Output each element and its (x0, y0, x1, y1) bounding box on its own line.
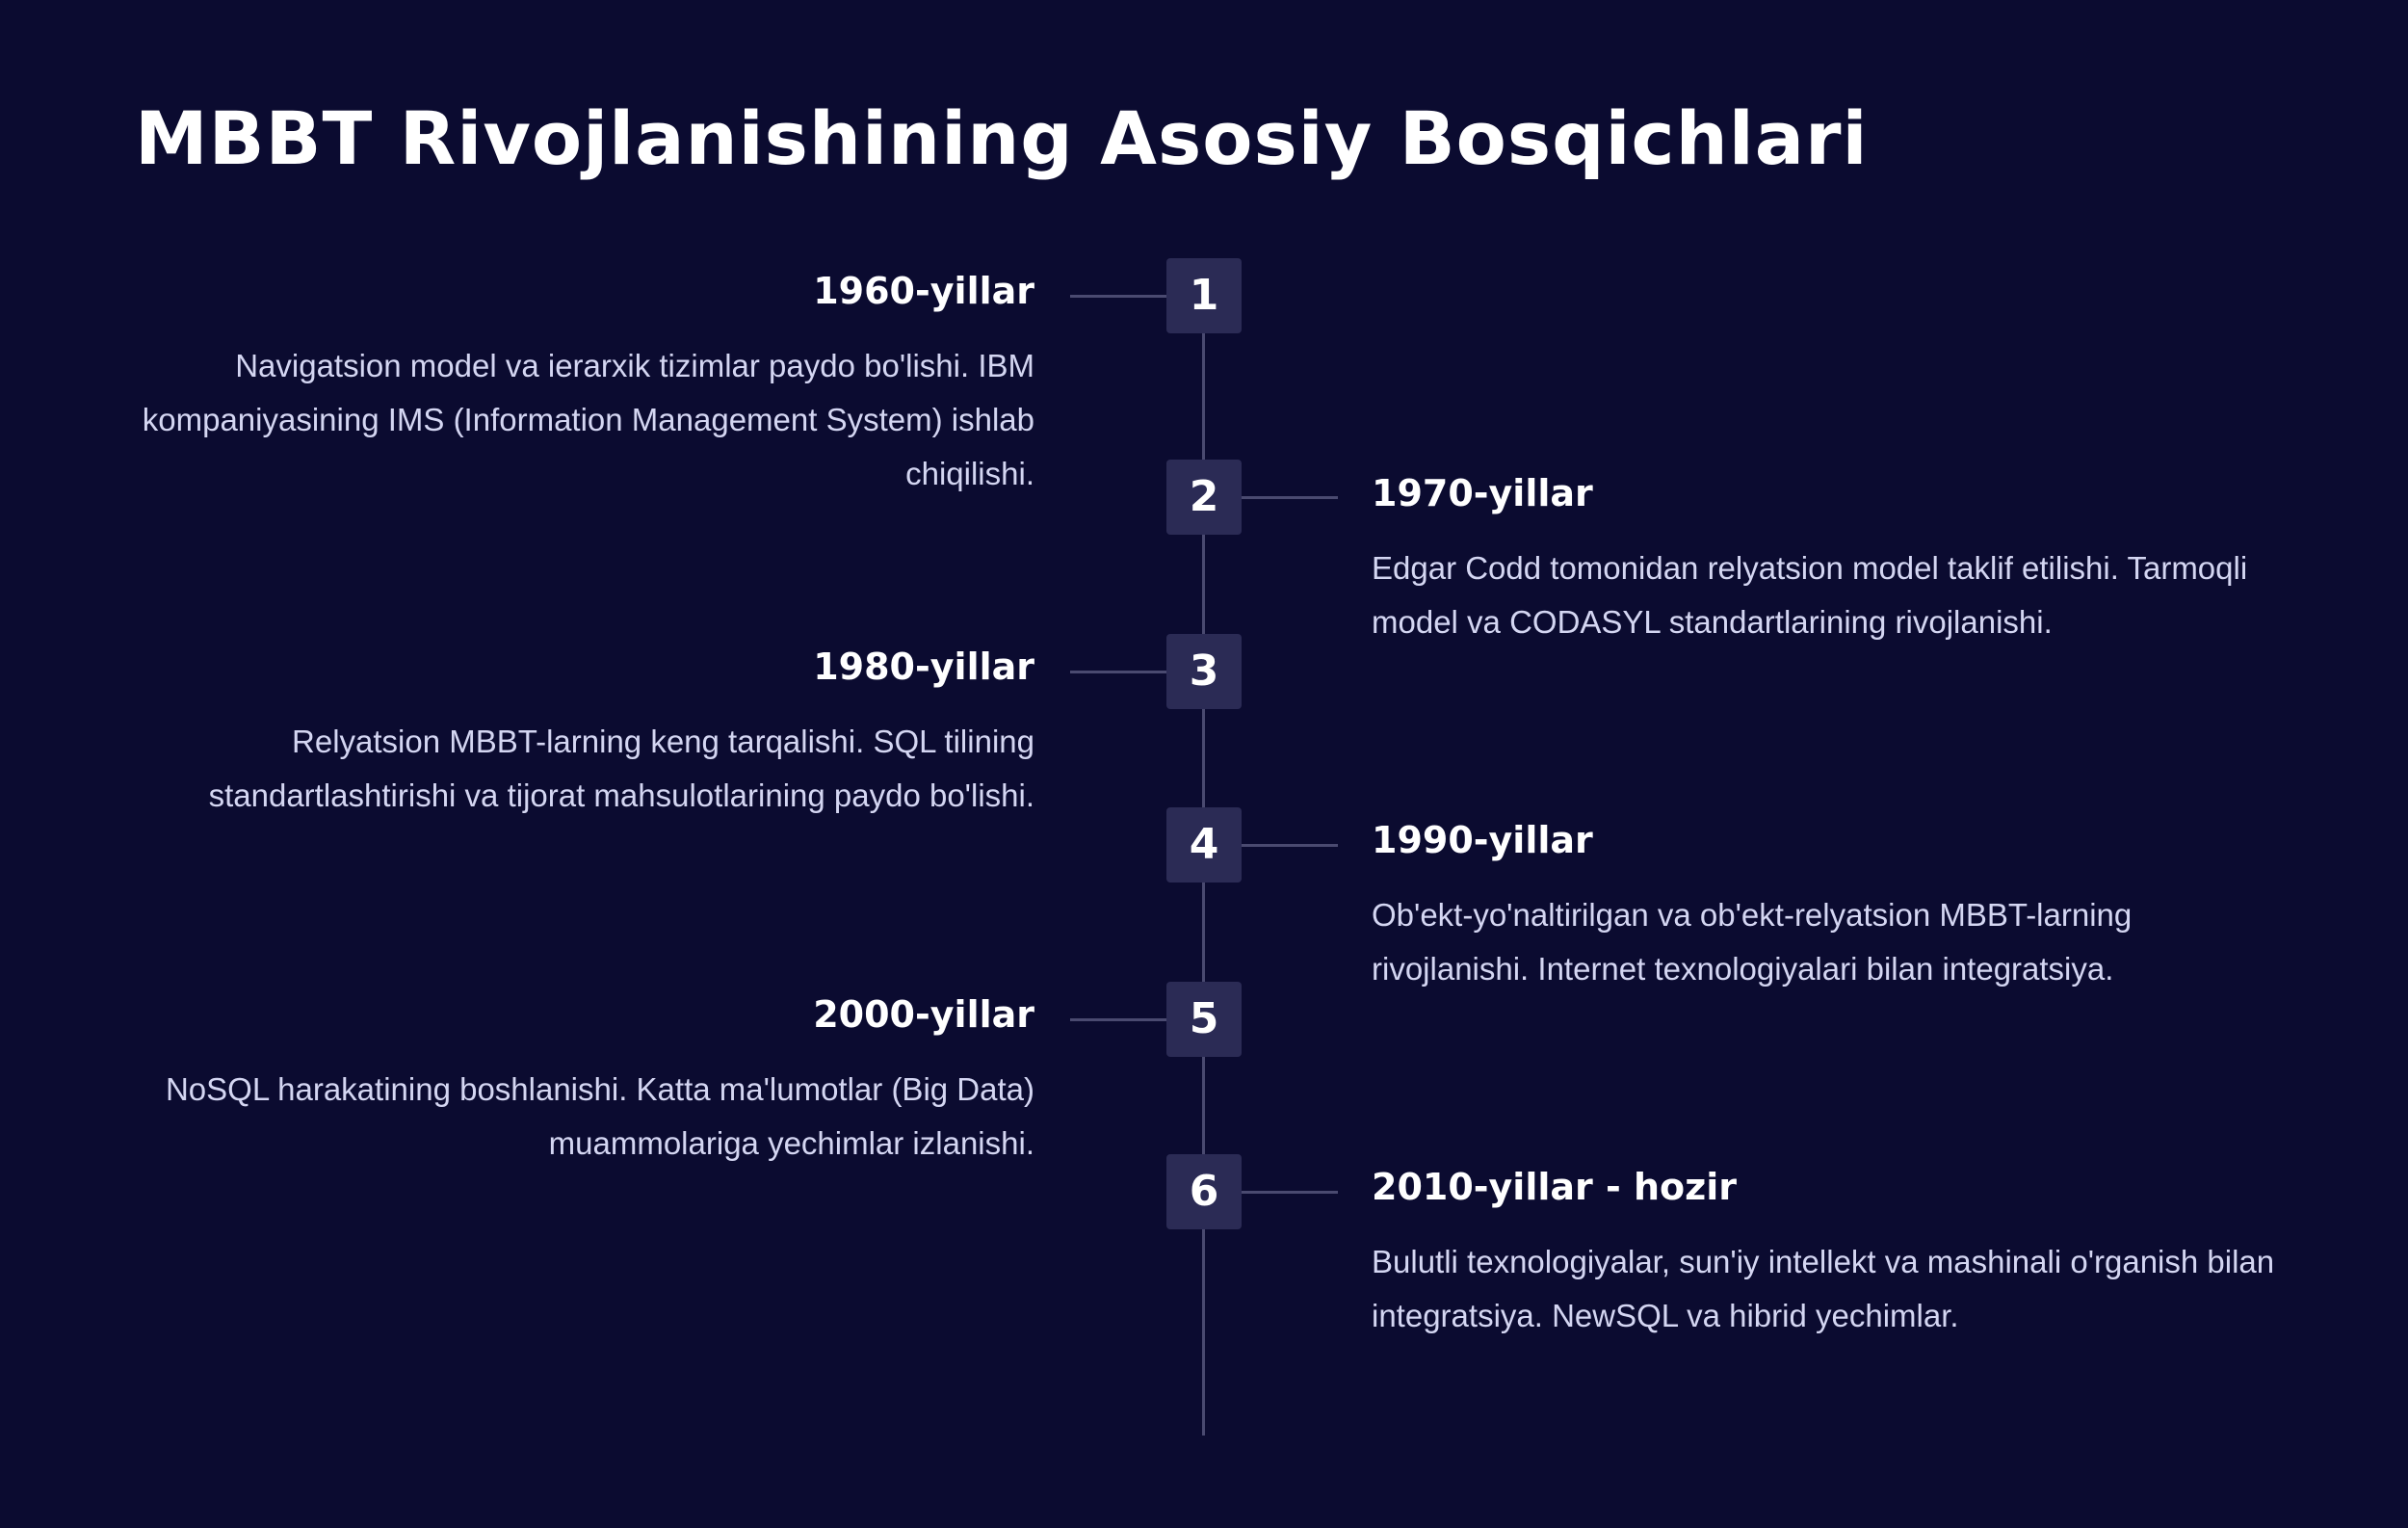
timeline-connector (1242, 496, 1338, 499)
step-marker: 2 (1166, 460, 1242, 535)
timeline-event (1372, 470, 2296, 649)
timeline-connector (1070, 295, 1166, 298)
step-marker: 1 (1166, 258, 1242, 333)
event-description: Navigatsion model va ierarxik tizimlar paydo bo'lishi. IBM kompaniyasining IMS (Information Management System) ishlab chiqilishi. (142, 348, 1034, 491)
event-period: 1980-yillar (813, 645, 1034, 688)
page-title: MBBT Rivojlanishining Asosiy Bosqichlari (135, 95, 1869, 181)
timeline-connector (1070, 671, 1166, 673)
event-period: 2000-yillar (813, 993, 1034, 1036)
timeline-connector (1070, 1018, 1166, 1021)
timeline-event (110, 644, 1034, 823)
event-description: Bulutli texnologiyalar, sun'iy intellekt va mashinali o'rganish bilan integratsiya. NewSQL va hibrid yechimlar. (1372, 1244, 2275, 1333)
timeline-connector (1242, 844, 1338, 847)
event-period: 1970-yillar (1372, 472, 1593, 514)
timeline-event (1372, 1164, 2296, 1343)
event-description: NoSQL harakatining boshlanishi. Katta ma'lumotlar (Big Data) muammolariga yechimlar izlanishi. (165, 1071, 1034, 1161)
step-marker: 5 (1166, 982, 1242, 1057)
step-marker: 6 (1166, 1154, 1242, 1229)
event-description: Relyatsion MBBT-larning keng tarqalishi. SQL tilining standartlashtirishi va tijorat mahsulotlarining paydo bo'lishi. (208, 724, 1034, 813)
timeline-event (110, 991, 1034, 1171)
event-description: Ob'ekt-yo'naltirilgan va ob'ekt-relyatsion MBBT-larning rivojlanishi. Internet texnologiyalari bilan integratsiya. (1372, 897, 2133, 987)
timeline-event (110, 268, 1034, 501)
timeline-event (1372, 817, 2296, 996)
event-period: 1960-yillar (813, 270, 1034, 312)
timeline-connector (1242, 1191, 1338, 1194)
event-period: 2010-yillar - hozir (1372, 1166, 1738, 1208)
step-marker: 4 (1166, 807, 1242, 883)
event-description: Edgar Codd tomonidan relyatsion model taklif etilishi. Tarmoqli model va CODASYL standartlarining rivojlanishi. (1372, 550, 2248, 640)
step-marker: 3 (1166, 634, 1242, 709)
event-period: 1990-yillar (1372, 819, 1593, 861)
